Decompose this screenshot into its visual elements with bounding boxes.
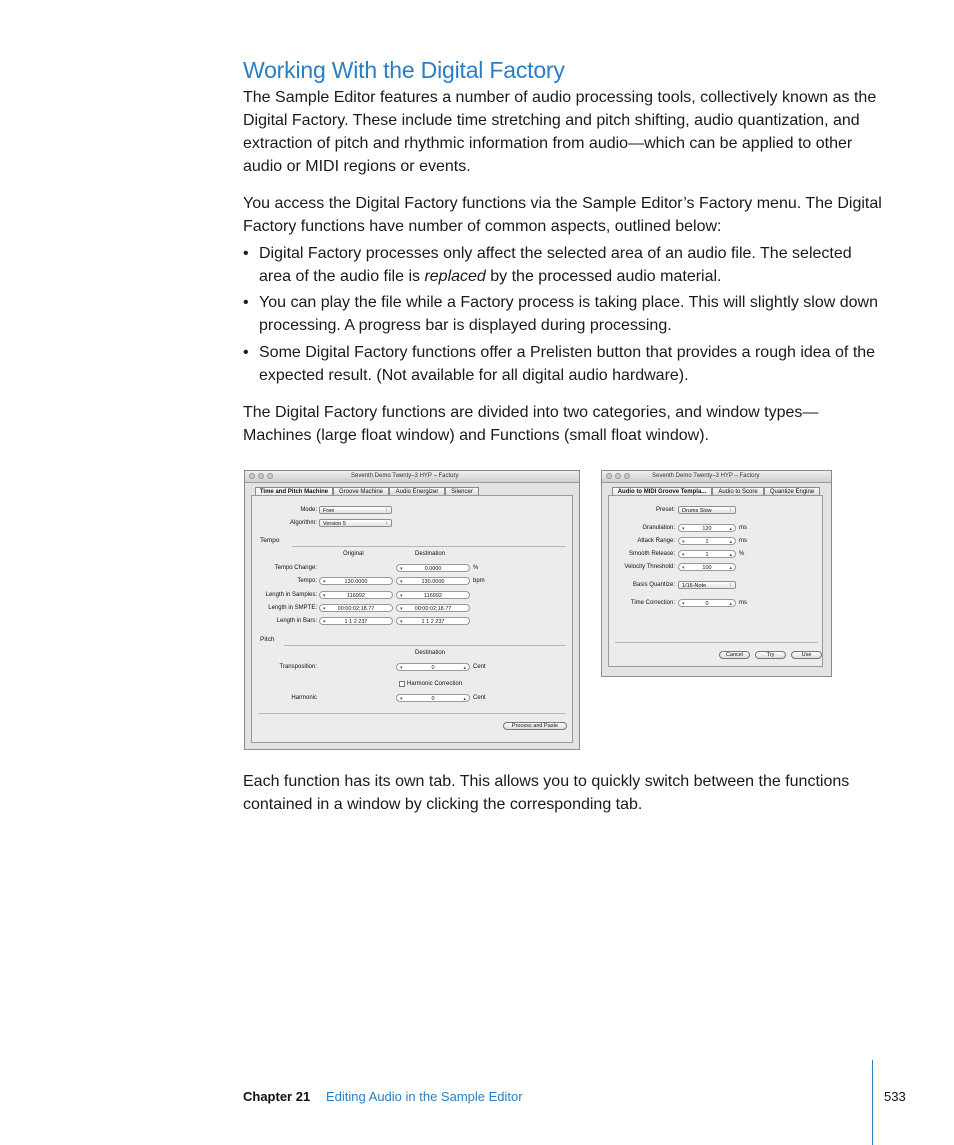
updown-icon: ↕: [729, 507, 732, 513]
divider: [615, 642, 818, 643]
field-value: 0.0000: [424, 565, 442, 572]
field-value: 1: [705, 551, 709, 558]
tempo-change-label: Tempo Change:: [274, 565, 317, 571]
field-value: 130.0000: [421, 578, 445, 585]
updown-icon: ↕: [385, 520, 388, 526]
bullet-text: by the processed audio material.: [485, 268, 722, 285]
length-samples-orig-field[interactable]: [319, 591, 393, 599]
up-arrow-icon: ▴: [729, 538, 732, 545]
window-title: Seventh Demo Twenty–3 HYP – Factory: [351, 473, 459, 479]
mode-value: Free: [323, 507, 335, 514]
unit-label: %: [739, 551, 745, 557]
harmonic-label: Harmonic: [291, 695, 317, 701]
algorithm-label: Algorithm:: [289, 520, 317, 526]
attack-range-field[interactable]: [678, 537, 736, 545]
harmonic-correction-checkbox[interactable]: [399, 681, 405, 687]
access-paragraph: You access the Digital Factory functions via the Sample Editor’s Factory menu. The Digital Factory functions have number of common aspects, outlined below:: [243, 195, 882, 235]
time-correction-label: Time Correction:: [630, 600, 675, 606]
footer-chapter: Chapter 21: [243, 1089, 311, 1104]
tempo-section-title: Tempo: [260, 537, 280, 544]
length-samples-label: Length in Samples:: [265, 592, 317, 598]
field-value: 1 1 2 237: [344, 618, 368, 625]
length-smpte-label: Length in SMPTE:: [268, 605, 317, 611]
field-value: 116992: [424, 592, 442, 599]
function-pane: [608, 495, 823, 667]
tab-audio-to-midi-groove-template[interactable]: Audio to MIDI Groove Templa...: [612, 487, 712, 496]
basis-quantize-select[interactable]: [678, 581, 736, 589]
divider: [258, 713, 566, 714]
tempo-dest-field[interactable]: [396, 577, 470, 585]
tab-quantize-engine[interactable]: Quantize Engine: [764, 487, 820, 496]
up-arrow-icon: ▴: [729, 525, 732, 532]
tab-groove-machine[interactable]: Groove Machine: [333, 487, 389, 496]
pitch-section-title: Pitch: [260, 636, 275, 643]
field-value: 0: [431, 695, 435, 702]
basis-quantize-label: Basis Quantize:: [632, 582, 675, 588]
down-arrow-icon: ▾: [400, 578, 403, 585]
up-arrow-icon: ▴: [729, 564, 732, 571]
basis-quantize-value: 1/16-Note: [682, 582, 707, 589]
close-icon[interactable]: [249, 473, 255, 479]
original-column-header: Original: [343, 551, 364, 557]
field-value: 120: [702, 525, 712, 532]
transposition-label: Transposition:: [279, 664, 317, 670]
field-value: 1: [705, 538, 709, 545]
up-arrow-icon: ▴: [729, 551, 732, 558]
cancel-button[interactable]: Cancel: [719, 651, 750, 659]
minimize-icon[interactable]: [258, 473, 264, 479]
bullet-text: Digital Factory processes only affect the selected area of an audio file. The selected area of the audio file is: [259, 245, 852, 285]
footer-divider: [872, 1060, 873, 1145]
field-value: 0: [431, 664, 435, 671]
field-value: 0: [705, 600, 709, 607]
bullet-glyph: •: [243, 344, 249, 361]
preset-label: Preset:: [655, 507, 675, 513]
up-arrow-icon: ▴: [463, 664, 466, 671]
attack-range-label: Attack Range:: [637, 538, 675, 544]
zoom-icon[interactable]: [267, 473, 273, 479]
length-smpte-dest-field[interactable]: [396, 604, 470, 612]
unit-label: ms: [739, 538, 747, 544]
destination-column-header: Destination: [415, 551, 446, 557]
field-value: 100: [702, 564, 712, 571]
updown-icon: ↕: [385, 507, 388, 513]
velocity-threshold-field[interactable]: [678, 563, 736, 571]
time-correction-field[interactable]: [678, 599, 736, 607]
tab-audio-energizer[interactable]: Audio Energizer: [389, 487, 445, 496]
unit-label: Cent: [473, 695, 486, 701]
smooth-release-label: Smooth Release:: [628, 551, 675, 557]
smooth-release-field[interactable]: [678, 550, 736, 558]
divider: [292, 546, 566, 547]
updown-icon: ↕: [729, 582, 732, 588]
granulation-field[interactable]: [678, 524, 736, 532]
length-bars-dest-field[interactable]: [396, 617, 470, 625]
length-smpte-orig-field[interactable]: [319, 604, 393, 612]
down-arrow-icon: ▾: [400, 592, 403, 599]
up-arrow-icon: ▴: [463, 695, 466, 702]
section-heading: Working With the Digital Factory: [243, 57, 565, 83]
unit-label: %: [473, 565, 479, 571]
granulation-label: Granulation:: [642, 525, 675, 531]
use-button[interactable]: Use: [791, 651, 822, 659]
tab-audio-to-score[interactable]: Audio to Score: [712, 487, 764, 496]
down-arrow-icon: ▾: [400, 618, 403, 625]
bullet-glyph: •: [243, 294, 249, 311]
pitch-destination-header: Destination: [415, 650, 446, 656]
page-number: 533: [884, 1089, 906, 1104]
tempo-orig-field[interactable]: [319, 577, 393, 585]
bullet-emphasis: replaced: [424, 268, 486, 285]
down-arrow-icon: ▾: [682, 525, 685, 532]
down-arrow-icon: ▾: [323, 605, 326, 612]
length-bars-orig-field[interactable]: [319, 617, 393, 625]
field-value: 00:00:02;18.77: [414, 605, 452, 612]
window-titlebar: [245, 471, 579, 483]
bullet-item-2: [243, 291, 883, 337]
up-arrow-icon: ▴: [729, 600, 732, 607]
bullet-item-1: [243, 242, 883, 288]
machine-pane: [251, 495, 573, 743]
preset-value: Drums Slow: [682, 507, 712, 514]
function-window: [601, 470, 832, 677]
down-arrow-icon: ▾: [400, 605, 403, 612]
velocity-threshold-label: Velocity Threshold:: [624, 564, 675, 570]
bullet-glyph: •: [243, 245, 249, 262]
algorithm-value: Version 5: [323, 520, 346, 527]
tab-silencer[interactable]: Silencer: [445, 487, 479, 496]
down-arrow-icon: ▾: [682, 551, 685, 558]
close-icon[interactable]: [606, 473, 612, 479]
length-samples-dest-field[interactable]: [396, 591, 470, 599]
footer-chapter-title: Editing Audio in the Sample Editor: [326, 1089, 523, 1104]
mode-label: Mode:: [300, 507, 317, 513]
try-button[interactable]: Try: [755, 651, 786, 659]
tab-time-and-pitch-machine[interactable]: Time and Pitch Machine: [255, 487, 333, 496]
algorithm-select[interactable]: [319, 519, 392, 527]
tempo-label: Tempo:: [297, 578, 317, 584]
bullet-item-3: [243, 341, 883, 387]
tabs-paragraph: Each function has its own tab. This allows you to quickly switch between the functions contained in a window by clicking the corresponding tab.: [243, 773, 850, 813]
bullet-text: You can play the file while a Factory process is taking place. This will slightly slow down processing. A progress bar is displayed during processing.: [259, 294, 878, 334]
length-bars-label: Length in Bars:: [276, 618, 317, 624]
field-value: 1 1 2 237: [421, 618, 445, 625]
down-arrow-icon: ▾: [323, 618, 326, 625]
unit-label: ms: [739, 525, 747, 531]
harmonic-field[interactable]: [396, 694, 470, 702]
field-value: 130.0000: [344, 578, 368, 585]
field-value: 116992: [347, 592, 365, 599]
tempo-change-dest-field[interactable]: [396, 564, 470, 572]
field-value: 00:00:02;18.77: [337, 605, 375, 612]
down-arrow-icon: ▾: [682, 564, 685, 571]
down-arrow-icon: ▾: [682, 538, 685, 545]
down-arrow-icon: ▾: [323, 592, 326, 599]
transposition-field[interactable]: [396, 663, 470, 671]
unit-label: ms: [739, 600, 747, 606]
divider: [284, 645, 566, 646]
down-arrow-icon: ▾: [682, 600, 685, 607]
down-arrow-icon: ▾: [400, 565, 403, 572]
unit-label: bpm: [473, 578, 485, 584]
zoom-icon[interactable]: [624, 473, 630, 479]
window-title: Seventh Demo Twenty–3 HYP – Factory: [652, 473, 760, 479]
down-arrow-icon: ▾: [400, 695, 403, 702]
intro-paragraph: The Sample Editor features a number of audio processing tools, collectively known as the Digital Factory. These include time stretching and pitch shifting, audio quantization, and extraction of pitch and rhythmic information from audio—which can be applied to other audio or MIDI regions or events.: [243, 89, 877, 175]
categories-paragraph: The Digital Factory functions are divided into two categories, and window types—Machines (large float window) and Functions (small float window).: [243, 404, 819, 444]
unit-label: Cent: [473, 664, 486, 670]
preset-select[interactable]: [678, 506, 736, 514]
bullet-text: Some Digital Factory functions offer a Prelisten button that provides a rough idea of the expected result. (Not available for all digital audio hardware).: [259, 344, 876, 384]
down-arrow-icon: ▾: [400, 664, 403, 671]
harmonic-correction-label: Harmonic Correction: [407, 681, 463, 687]
window-titlebar: [602, 471, 831, 483]
machine-window: [244, 470, 580, 750]
mode-select[interactable]: [319, 506, 392, 514]
down-arrow-icon: ▾: [323, 578, 326, 585]
minimize-icon[interactable]: [615, 473, 621, 479]
process-and-paste-button[interactable]: Process and Paste: [503, 722, 567, 730]
